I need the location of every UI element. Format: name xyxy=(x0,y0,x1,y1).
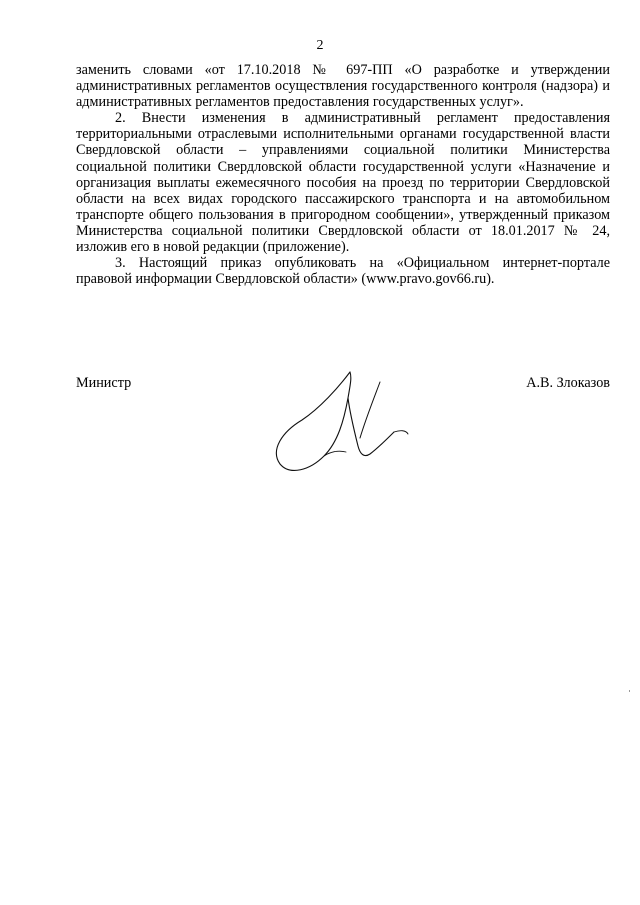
signer-title: Министр xyxy=(76,375,132,391)
document-body xyxy=(76,62,610,287)
paragraph-item-2: 2. Внести изменения в административный регламент предоставления территориальными отраслевыми исполнительными органами государственной власти Свердловской области – управлениями социальной политики Министерства социальной политики Свердловской области государственной услуги «Назначение и организация выплаты ежемесячного пособия на проезд по территории Свердловской области на всех видах городского пассажирского транспорта и на автомобильном транспорте общего пользования в пригородном сообщении», утвержденный приказом Министерства социальной политики Свердловской области от 18.01.2017 № 24, изложив его в новой редакции (приложение). xyxy=(76,110,610,256)
paragraph-item-3: 3. Настоящий приказ опубликовать на «Официальном интернет-портале правовой информации Свердловской области» (www.pravo.gov66.ru). xyxy=(76,255,610,288)
handwritten-signature xyxy=(268,368,418,478)
paragraph-continuation: заменить словами «от 17.10.2018 № 697-ПП «О разработке и утверждении административных регламентов осуществления государственного контроля (надзора) и административных регламентов предоставления государственных услуг». xyxy=(76,62,610,111)
signer-name: А.В. Злоказов xyxy=(526,375,610,391)
scan-artifact-dot xyxy=(629,690,630,692)
page-number: 2 xyxy=(316,38,324,53)
